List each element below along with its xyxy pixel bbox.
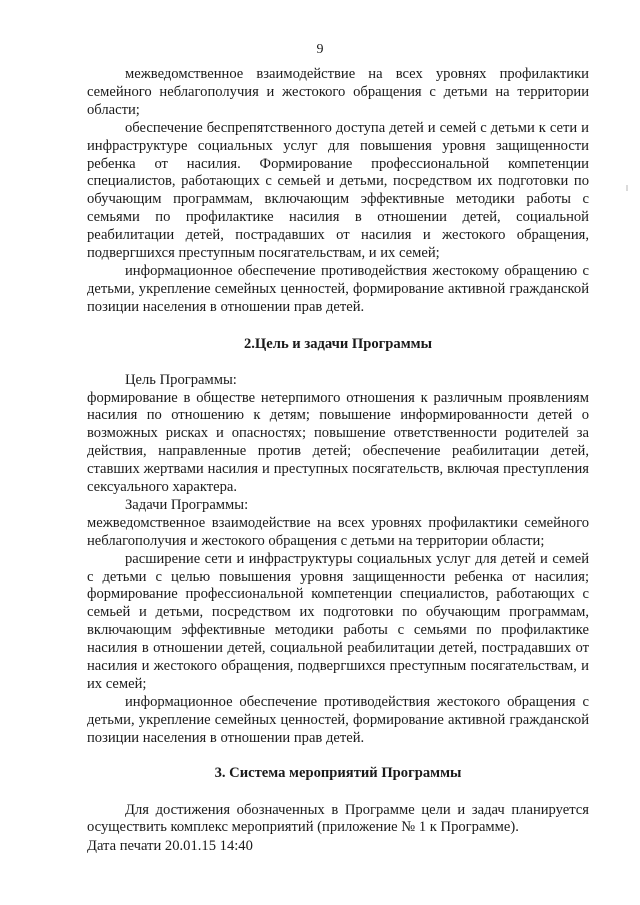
paragraph: обеспечение беспрепятственного доступа детей и семей с детьми к сети и инфраструктуре социальных услуг для повышения уровня защищенности ребенка от насилия. Формирование профессиональной компетенции специалистов, работающих с семьей и детьми, посредством их подготовки по обучающим программам, включающим эффективные методики работы с семьями по профилактике насилия в отношении детей, социальной реабилитации детей, пострадавших от насилия и жестокого обращения, подвергшихся преступным посягательствам, и их семей;: [87, 119, 589, 262]
paragraph: межведомственное взаимодействие на всех уровнях профилактики семейного неблагополучия и жестокого обращения с детьми на территории области;: [87, 66, 589, 118]
section-heading-measures: 3. Система мероприятий Программы: [214, 764, 462, 781]
task-item: расширение сети и инфраструктуры социальных услуг для детей и семей с детьми с целью повышения уровня защищенности ребенка от насилия; формирование профессиональной компетенции специалистов, работающих с семьей и детьми, посредством их подготовки по обучающим программам, включающим эффективные методики работы с семьями по профилактике насилия в отношении детей, социальной реабилитации детей, пострадавших от насилия и жестокого обращения, подвергшихся преступным посягательствам, и их семей;: [87, 550, 589, 692]
print-date: Дата печати 20.01.15 14:40: [87, 838, 253, 854]
section-heading-goals: 2.Цель и задачи Программы: [243, 335, 432, 352]
page-number: 9: [316, 42, 324, 57]
document-body: [87, 66, 589, 837]
task-item: информационное обеспечение противодействия жестокого обращения с детьми, укрепление семейных ценностей, формирование активной гражданской позиции населения в отношении прав детей.: [87, 693, 589, 746]
goal-text: формирование в обществе нетерпимого отношения к различным проявлениям насилия по отношению к детям; повышение информированности детей о возможных рисках и опасностях; повышение ответственности родителей за действия, направленные против детей; обеспечение реабилитации детей, ставших жертвами насилия и преступных посягательств, включая преступления сексуального характера.: [87, 389, 589, 496]
paragraph: информационное обеспечение противодействия жестокому обращению с детьми, укрепление семейных ценностей, формирование активной гражданской позиции населения в отношении прав детей.: [87, 262, 589, 315]
closing-paragraph: Для достижения обозначенных в Программе цели и задач планируется осуществить комплекс мероприятий (приложение № 1 к Программе).: [87, 801, 589, 836]
tasks-label: Задачи Программы:: [125, 496, 249, 513]
task-item: межведомственное взаимодействие на всех уровнях профилактики семейного неблагополучия и жестокого обращения с детьми на территории области;: [87, 514, 589, 549]
scan-artifact: [626, 185, 628, 191]
goal-label: Цель Программы:: [125, 371, 237, 388]
